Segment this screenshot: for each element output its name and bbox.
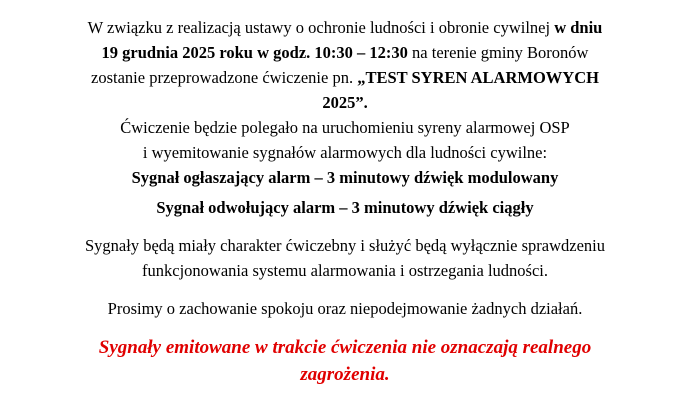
paragraph-warning bbox=[0, 334, 690, 388]
paragraph-signal-announce-line bbox=[0, 165, 690, 190]
paragraph-intro-line bbox=[0, 90, 690, 115]
paragraph-intro-line bbox=[0, 15, 690, 40]
paragraph-signal-announce bbox=[0, 165, 690, 190]
paragraph-warning-line bbox=[0, 361, 690, 388]
text-run: Sygnały emitowane w trakcie ćwiczenia nie oznaczają realnego bbox=[98, 337, 592, 358]
paragraph-intro bbox=[0, 15, 690, 115]
announcement-body bbox=[0, 15, 690, 388]
text-run: i wyemitowanie sygnałów alarmowych dla ludności cywilne: bbox=[142, 143, 548, 162]
paragraph-calm-request-line bbox=[0, 296, 690, 321]
text-run: zagrożenia. bbox=[300, 364, 390, 385]
text-run: w dniu bbox=[554, 18, 603, 37]
text-run: zostanie przeprowadzone ćwiczenie pn. bbox=[91, 68, 358, 87]
text-run: Sygnały będą miały charakter ćwiczebny i służyć będą wyłącznie sprawdzeniu bbox=[85, 236, 605, 255]
paragraph-description-line bbox=[0, 115, 690, 140]
paragraph-intro-line bbox=[0, 40, 690, 65]
text-run: W związku z realizacją ustawy o ochronie ludności i obronie cywilnej bbox=[87, 18, 555, 37]
paragraph-exercise-note bbox=[0, 233, 690, 283]
paragraph-intro-line bbox=[0, 65, 690, 90]
paragraph-description bbox=[0, 115, 690, 165]
text-run: 2025”. bbox=[322, 93, 368, 112]
text-run: Sygnał ogłaszający alarm – 3 minutowy dźwięk modulowany bbox=[131, 168, 559, 187]
paragraph-warning-line bbox=[0, 334, 690, 361]
paragraph-exercise-note-line bbox=[0, 258, 690, 283]
text-run: Ćwiczenie będzie polegało na uruchomieniu syreny alarmowej OSP bbox=[120, 118, 570, 137]
text-run: na terenie gminy Boronów bbox=[407, 43, 589, 62]
paragraph-exercise-note-line bbox=[0, 233, 690, 258]
text-run: „TEST SYREN ALARMOWYCH bbox=[357, 68, 599, 87]
paragraph-signal-cancel-line bbox=[0, 195, 690, 220]
paragraph-description-line bbox=[0, 140, 690, 165]
text-run: 19 grudnia 2025 roku w godz. 10:30 – 12:30 bbox=[101, 43, 408, 62]
paragraph-calm-request bbox=[0, 296, 690, 321]
text-run: Sygnał odwołujący alarm – 3 minutowy dźwięk ciągły bbox=[156, 198, 534, 217]
text-run: Prosimy o zachowanie spokoju oraz niepodejmowanie żadnych działań. bbox=[107, 299, 583, 318]
paragraph-signal-cancel bbox=[0, 195, 690, 220]
text-run: funkcjonowania systemu alarmowania i ostrzegania ludności. bbox=[142, 261, 548, 280]
